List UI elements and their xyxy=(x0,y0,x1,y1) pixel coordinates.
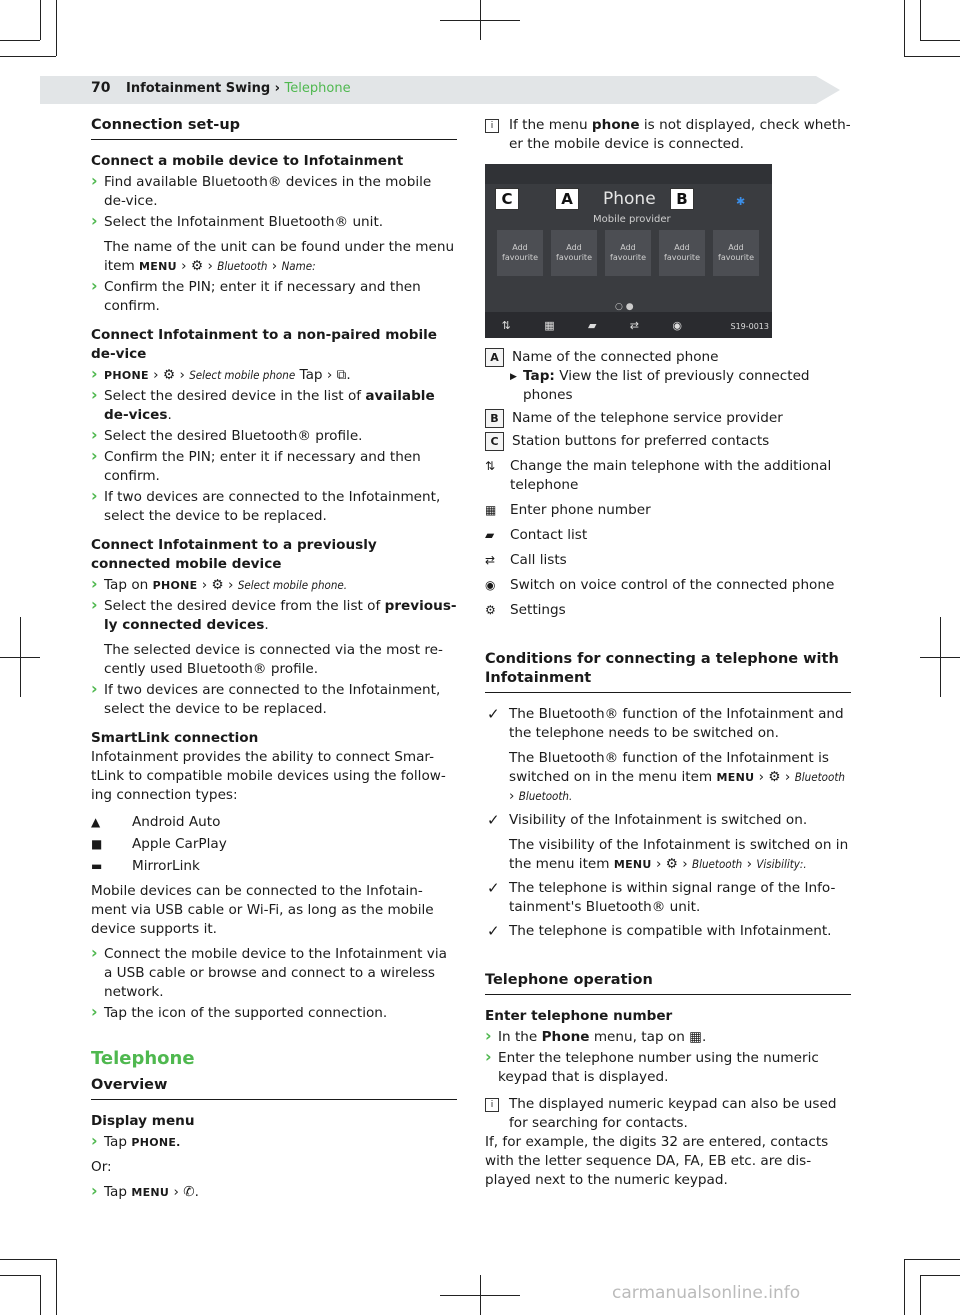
call-list-icon[interactable]: ⇄ xyxy=(629,318,640,332)
available-devices: available de-vices xyxy=(104,388,435,423)
legend-text: Station buttons for preferred contacts xyxy=(512,433,770,449)
step: › Enter the telephone number using the numeric keypad that is displayed. xyxy=(485,1049,851,1087)
step: › Tap on PHONE › ⚙ › Select mobile phone. xyxy=(91,576,457,595)
section-title: Enter telephone number xyxy=(485,1008,673,1024)
tap-word: Tap xyxy=(299,367,323,383)
step: › If two devices are connected to the Infotainment, select the device to be replaced. xyxy=(91,488,457,526)
section-title: Display menu xyxy=(91,1113,195,1129)
step: › Confirm the PIN; enter it if necessary and then confirm. xyxy=(91,278,457,316)
settings-icon: ⚙ xyxy=(768,769,781,785)
phone-screen-image xyxy=(485,164,772,338)
tap-word: Tap xyxy=(104,1184,128,1200)
crop-mark xyxy=(56,0,57,56)
paragraph: Mobile devices can be connected to the Infotain-ment via USB cable or Wi-Fi, as long as the mobile device supports it. xyxy=(91,883,434,937)
condition: ✓ The Bluetooth® function of the Infotainment and the telephone needs to be switched on. xyxy=(485,705,851,743)
favourites-row xyxy=(497,230,759,276)
crop-mark xyxy=(940,617,941,697)
crop-mark xyxy=(480,1275,481,1315)
section-title: Connect Infotainment to a previously connected mobile device xyxy=(91,537,377,572)
info-note xyxy=(485,1095,851,1133)
phone-word: PHONE. xyxy=(131,1136,181,1149)
menu-path: Bluetooth xyxy=(794,770,845,784)
left-column xyxy=(91,116,457,1202)
icon-text: Switch on voice control of the connected phone xyxy=(510,577,835,593)
menu-path: Bluetooth. xyxy=(518,789,573,803)
step xyxy=(91,1133,457,1152)
breadcrumb xyxy=(126,81,351,96)
step: › Tap the icon of the supported connection. xyxy=(91,1004,457,1023)
note: The selected device is connected via the most re-cently used Bluetooth® profile. xyxy=(104,642,443,677)
info-icon: i xyxy=(485,1098,499,1112)
phone-word: PHONE xyxy=(104,369,149,382)
legend-row xyxy=(485,348,851,367)
icon-text: Contact list xyxy=(510,527,588,543)
screen-status-bar xyxy=(485,164,772,184)
step: › Select the desired device from the list of previous-ly connected devices. xyxy=(91,597,457,635)
legend-text: Name of the telephone service provider xyxy=(512,410,783,426)
crop-mark xyxy=(904,1259,905,1315)
note-text: The Bluetooth® function of the Infotainment is switched on in the menu item xyxy=(509,750,829,785)
menu-path: Select mobile phone. xyxy=(237,578,348,592)
icon-text: Enter phone number xyxy=(510,502,651,518)
android-auto-icon: ▲ xyxy=(91,815,101,829)
crop-mark xyxy=(920,1275,960,1276)
settings-icon: ⚙ xyxy=(485,603,496,617)
step: › Tap MENU › ✆. xyxy=(91,1183,457,1202)
menu-word: MENU xyxy=(716,771,755,784)
step: › Select the Infotainment Bluetooth® unit. xyxy=(91,213,457,232)
phone-name[interactable]: Phone xyxy=(603,189,656,209)
legend-row xyxy=(485,409,851,428)
breadcrumb-separator: › xyxy=(270,81,285,96)
note: The Bluetooth® function of the Infotainment is switched on in the menu item MENU › ⚙ › Bluetooth › Bluetooth. xyxy=(509,750,845,804)
settings-icon: ⚙ xyxy=(190,258,204,274)
tap-text: View the list of previously connected phones xyxy=(523,368,810,403)
add-favourite-button[interactable]: Add favourite xyxy=(497,230,543,276)
mobile-provider: Mobile provider xyxy=(593,214,671,225)
section-title: Connect a mobile device to Infotainment xyxy=(91,153,404,169)
note-text: The name of the unit can be found under the menu item xyxy=(104,239,455,274)
add-device-icon: ⧉ xyxy=(336,367,347,383)
step: › Confirm the PIN; enter it if necessary and then confirm. xyxy=(91,448,457,486)
previously-connected: previous-ly connected devices xyxy=(104,598,457,633)
section-title: SmartLink connection xyxy=(91,730,259,746)
info-icon: i xyxy=(485,119,499,133)
crop-mark xyxy=(920,1275,921,1315)
condition: ✓ Visibility of the Infotainment is switched on. xyxy=(485,811,851,830)
voice-control-icon[interactable]: ◉ xyxy=(672,318,682,332)
add-favourite-button[interactable]: Add favourite xyxy=(713,230,759,276)
menu-word: MENU xyxy=(139,260,177,273)
menu-path: Bluetooth xyxy=(692,857,743,871)
keypad-icon: ▦ xyxy=(485,503,497,517)
settings-icon: ⚙ xyxy=(211,577,224,593)
note-text: If the menu xyxy=(509,117,588,133)
screen-toolbar xyxy=(485,312,772,338)
or-text: Or: xyxy=(91,1159,112,1175)
contacts-icon: ▰ xyxy=(485,528,495,542)
type-row xyxy=(91,857,457,876)
crop-mark xyxy=(56,1259,57,1315)
crop-mark xyxy=(904,56,960,57)
icon-text: Call lists xyxy=(510,552,567,568)
add-favourite-button[interactable]: Add favourite xyxy=(551,230,597,276)
add-favourite-button[interactable]: Add favourite xyxy=(659,230,705,276)
bluetooth-icon: ✱ xyxy=(736,195,746,208)
call-list-icon: ⇄ xyxy=(485,553,496,567)
type-row xyxy=(91,813,457,832)
step-text: Select the desired device in the list of xyxy=(104,388,362,404)
watermark: carmanualsonline.info xyxy=(612,1283,801,1303)
note-text: The visibility of the Infotainment is switched on in the menu item xyxy=(509,837,849,872)
step: › Select the desired Bluetooth® profile. xyxy=(91,427,457,446)
figure-code: S19-0013 xyxy=(730,317,769,336)
phone-icon: ✆ xyxy=(183,1184,195,1200)
crop-mark xyxy=(40,0,41,40)
page-number: 70 xyxy=(91,80,111,96)
note-text: The displayed numeric keypad can also be used for searching for contacts. xyxy=(509,1096,837,1131)
crop-mark xyxy=(0,1259,56,1260)
apple-carplay-icon: ■ xyxy=(91,837,103,851)
step: › Select the desired device in the list of available de-vices. xyxy=(91,387,457,425)
condition: ✓ The telephone is compatible with Infotainment. xyxy=(485,922,851,941)
voice-control-icon: ◉ xyxy=(485,578,496,592)
overview-heading: Overview xyxy=(91,1076,457,1100)
connection-setup-heading: Connection set-up xyxy=(91,116,457,140)
crop-mark xyxy=(0,1275,40,1276)
note: The visibility of the Infotainment is switched on in the menu item MENU › ⚙ › Bluetooth › Visibility:. xyxy=(509,837,849,872)
label-a: A xyxy=(555,188,579,210)
mirrorlink-icon: ▬ xyxy=(91,859,103,873)
keypad-icon: ▦ xyxy=(689,1029,703,1045)
operation-heading: Telephone operation xyxy=(485,971,851,995)
phone-word: phone xyxy=(591,117,640,133)
menu-path: Bluetooth xyxy=(217,259,268,273)
crop-mark xyxy=(920,0,921,40)
legend-key: B xyxy=(485,409,504,428)
crop-mark xyxy=(480,0,481,40)
step: › In the Phone menu, tap on ▦. xyxy=(485,1028,851,1047)
note-text: is not displayed, check wheth-er the mobile device is connected. xyxy=(509,117,851,152)
legend-row xyxy=(485,432,851,451)
menu-path: Select mobile phone xyxy=(189,368,296,382)
crop-mark xyxy=(40,1275,41,1315)
step: › Find available Bluetooth® devices in the mobile de-vice. xyxy=(91,173,457,211)
tap-on: Tap on xyxy=(104,577,149,593)
condition: ✓ The telephone is within signal range of the Info-tainment's Bluetooth® unit. xyxy=(485,879,851,917)
conditions-heading: Conditions for connecting a telephone with Infotainment xyxy=(485,650,851,693)
step: › PHONE › ⚙ › Select mobile phone Tap › ⧉. xyxy=(91,366,457,385)
change-phone-icon[interactable]: ⇅ xyxy=(501,318,511,332)
telephone-heading: Telephone xyxy=(91,1048,195,1069)
contacts-icon[interactable]: ▰ xyxy=(587,318,597,332)
crop-mark xyxy=(904,1259,960,1260)
legend-key: A xyxy=(485,348,504,367)
menu-path: Visibility:. xyxy=(756,857,807,871)
step: › If two devices are connected to the Infotainment, select the device to be replaced. xyxy=(91,681,457,719)
add-favourite-button[interactable]: Add favourite xyxy=(605,230,651,276)
icon-text: Settings xyxy=(510,602,566,618)
breadcrumb-topic: Telephone xyxy=(284,81,351,96)
icon-legend-row xyxy=(485,501,851,520)
icon-text: Change the main telephone with the additional telephone xyxy=(510,458,832,493)
type-label: Android Auto xyxy=(132,814,221,830)
breadcrumb-section: Infotainment Swing xyxy=(126,81,271,96)
label-c: C xyxy=(495,188,519,210)
settings-icon: ⚙ xyxy=(162,367,176,383)
crop-mark xyxy=(0,56,56,57)
phone-word: PHONE xyxy=(152,579,198,592)
crop-mark xyxy=(20,617,21,697)
paragraph: If, for example, the digits 32 are entered, contacts with the letter sequence DA, FA, EB etc. are dis-played next to the numeric keypad. xyxy=(485,1134,829,1188)
legend-text: Name of the connected phone xyxy=(512,349,719,365)
icon-legend-row xyxy=(485,551,851,570)
icon-legend-row xyxy=(485,526,851,545)
step-text: Select the desired device from the list of xyxy=(104,598,381,614)
crop-mark xyxy=(0,40,40,41)
icon-legend-row xyxy=(485,576,851,595)
paragraph: Infotainment provides the ability to connect Smar-tLink to compatible mobile devices using the follow-ing connection types: xyxy=(91,749,446,803)
type-label: Apple CarPlay xyxy=(132,836,227,852)
keypad-icon[interactable]: ▦ xyxy=(544,318,555,332)
crop-mark xyxy=(920,40,960,41)
crop-mark xyxy=(904,0,905,56)
right-column xyxy=(485,116,851,1190)
icon-legend-row xyxy=(485,601,851,620)
note: The name of the unit can be found under the menu item MENU › ⚙ › Bluetooth › Name: xyxy=(104,239,455,274)
menu-word: MENU xyxy=(613,858,652,871)
page-dots: ○ ● xyxy=(615,302,634,312)
label-b: B xyxy=(670,188,694,210)
type-label: MirrorLink xyxy=(132,858,200,874)
info-note xyxy=(485,116,851,154)
step: › Connect the mobile device to the Infotainment via a USB cable or browse and connect to a wireless network. xyxy=(91,945,457,1002)
step-text: menu, tap on xyxy=(593,1029,685,1045)
section-title: Connect Infotainment to a non-paired mobile de-vice xyxy=(91,327,438,362)
legend-key: C xyxy=(485,432,504,451)
menu-path: Name: xyxy=(281,259,316,273)
menu-word: MENU xyxy=(131,1186,170,1199)
tap-word: Tap xyxy=(104,1134,128,1150)
settings-icon: ⚙ xyxy=(665,856,678,872)
tap-hint xyxy=(510,367,851,405)
change-phone-icon: ⇅ xyxy=(485,459,496,473)
step-text: In the xyxy=(498,1029,538,1045)
icon-legend-row xyxy=(485,457,851,495)
tap-label: Tap: xyxy=(523,368,555,384)
type-row xyxy=(91,835,457,854)
phone-word: Phone xyxy=(541,1029,590,1045)
